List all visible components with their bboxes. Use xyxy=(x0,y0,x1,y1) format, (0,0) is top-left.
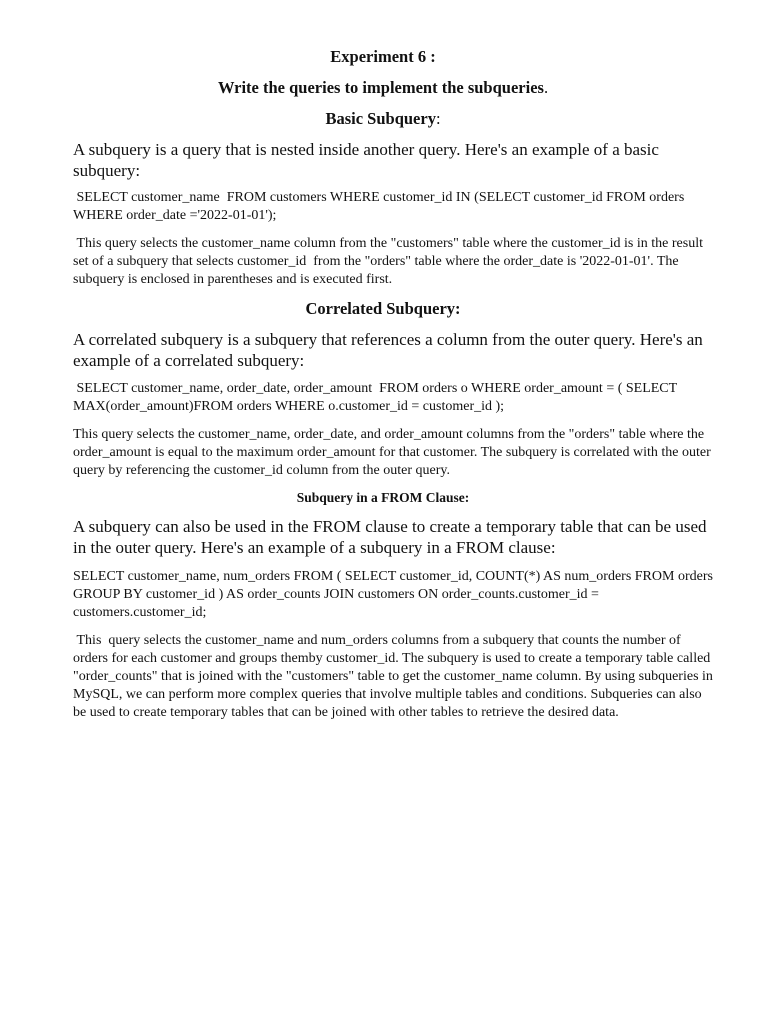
from-clause-intro: A subquery can also be used in the FROM clause to create a temporary table that can be used in the outer query. Here's an example of a subquery in a FROM clause: xyxy=(73,517,707,557)
experiment-subtitle-text: Write the queries to implement the subqueries xyxy=(217,78,544,97)
basic-subquery-heading xyxy=(73,109,693,129)
basic-subquery-intro: A subquery is a query that is nested inside another query. Here's an example of a basic subquery: xyxy=(73,140,659,180)
experiment-subtitle-punct: . xyxy=(543,78,549,97)
correlated-subquery-explanation: This query selects the customer_name, order_date, and order_amount columns from the "orders" table where the order_amount is equal to the maximum order_amount for that customer. The subquery is correlated with the outer query by referencing the customer_id column from the outer query. xyxy=(73,427,715,478)
basic-subquery-code: SELECT customer_name FROM customers WHERE customer_id IN (SELECT customer_id FROM orders WHERE order_date ='2022-01-01'); xyxy=(73,190,688,223)
experiment-subtitle xyxy=(73,78,693,98)
basic-subquery-heading-punct: : xyxy=(435,109,441,128)
correlated-subquery-heading: Correlated Subquery: xyxy=(305,299,461,318)
basic-subquery-heading-text: Basic Subquery xyxy=(325,109,436,128)
correlated-subquery-code: SELECT customer_name, order_date, order_amount FROM orders o WHERE order_amount = ( SELECT MAX(order_amount)FROM orders WHERE o.customer_id = customer_id ); xyxy=(73,381,681,414)
experiment-title: Experiment 6 : xyxy=(330,47,436,66)
from-clause-explanation: This query selects the customer_name and num_orders columns from a subquery that counts the number of orders for each customer and groups themby customer_id. The subquery is used to create a temporary table called "order_counts" that is joined with the "customers" table to get the customer_name column. By using subqueries in MySQL, we can perform more complex queries that involve multiple tables and conditions. Subqueries can also be used to create temporary tables that can be joined with other tables to retrieve the desired data. xyxy=(73,633,717,720)
from-clause-code: SELECT customer_name, num_orders FROM ( SELECT customer_id, COUNT(*) AS num_orders FROM orders GROUP BY customer_id ) AS order_counts JOIN customers ON order_counts.customer_id = customers.customer_id; xyxy=(73,569,717,620)
from-clause-heading: Subquery in a FROM Clause: xyxy=(296,490,470,505)
correlated-subquery-intro: A correlated subquery is a subquery that references a column from the outer query. Here's an example of a correlated subquery: xyxy=(73,330,703,370)
basic-subquery-explanation: This query selects the customer_name column from the "customers" table where the customer_id is in the result set of a subquery that selects customer_id from the "orders" table where the order_date is '2022-01-01'. The subquery is enclosed in parentheses and is executed first. xyxy=(73,236,707,287)
